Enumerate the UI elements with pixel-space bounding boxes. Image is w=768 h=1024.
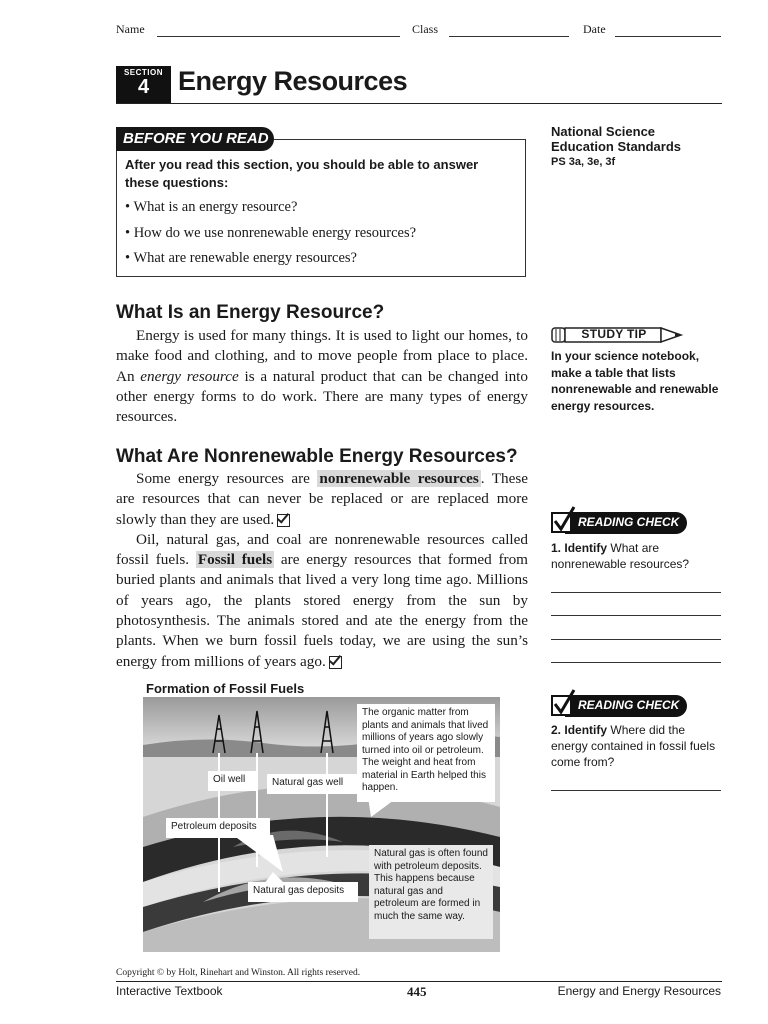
footer-book-title: Interactive Textbook (116, 984, 223, 998)
paragraph-energy-resource (116, 326, 528, 427)
study-tip-label: STUDY TIP (581, 327, 647, 341)
section-label: SECTION (123, 68, 164, 77)
study-tip-badge (551, 326, 686, 344)
page-number: 445 (407, 984, 427, 999)
text-span: is a natural product that can be changed into other energy forms to do work. There are many types of energy resources. (116, 367, 528, 426)
term-energy-resource: energy resource (140, 367, 239, 385)
title-divider (116, 103, 722, 104)
name-field-line[interactable] (157, 36, 400, 37)
text-span: Oil, natural gas, and coal are nonrenewable resources called fossil fuels. (116, 530, 528, 569)
check-icon (277, 514, 290, 527)
date-field-line[interactable] (615, 36, 721, 37)
answer-line[interactable] (551, 639, 721, 640)
question-text: What are nonrenewable resources? (551, 541, 690, 571)
before-you-read-intro: After you read this section, you should be able to answer these questions: (125, 157, 479, 190)
label-oil-well: Oil well (208, 771, 258, 791)
reading-check-1-badge (551, 511, 687, 533)
paragraph-nonrenewable (116, 469, 528, 672)
answer-line[interactable] (551, 615, 721, 616)
checkbox-icon (551, 688, 577, 718)
text-span: . These are resources that can never be replaced or are replaced more slowly than they are used. (116, 470, 529, 528)
section-number: 4 (137, 76, 150, 98)
heading-nonrenewable: What Are Nonrenewable Energy Resources? (116, 446, 518, 467)
callout-natural-gas: Natural gas is often found with petroleum deposits. This happens because natural gas and petroleum are formed in much the same way. (369, 845, 493, 939)
label-petroleum-deposits: Petroleum deposits (166, 818, 270, 838)
section-badge (116, 66, 171, 104)
heading-energy-resource: What Is an Energy Resource? (116, 302, 385, 323)
answer-line[interactable] (551, 592, 721, 593)
checkbox-icon (551, 505, 577, 535)
text-span: Some energy resources are (136, 470, 318, 487)
standards-codes: PS 3a, 3e, 3f (551, 156, 616, 168)
text-span: Energy is used for many things. It is used to light our homes, to make food and clothing, and to move people from place to place. An (116, 327, 528, 385)
answer-line[interactable] (551, 790, 721, 791)
reading-check-1-label: READING CHECK (578, 515, 680, 529)
before-you-read-tab: BEFORE YOU READ (116, 127, 274, 151)
text-span: are energy resources that formed from buried plants and animals that lived a very long time ago. Millions of years ago, the plants stored energy from the sun by photosynthesis. The animals stored and ate the energy from the plants. When we burn fossil fuels today, we are using the sun’s energy from millions of years ago. (116, 551, 528, 670)
class-label: Class (412, 22, 439, 36)
figure-title: Formation of Fossil Fuels (146, 681, 305, 696)
byr-question-1: • What is an energy resource? (125, 199, 298, 215)
name-label: Name (116, 22, 145, 36)
answer-line[interactable] (551, 662, 721, 663)
footer-chapter-title: Energy and Energy Resources (557, 984, 721, 998)
question-number: 1. (551, 541, 562, 555)
byr-question-3: • What are renewable energy resources? (125, 250, 357, 266)
question-verb: Identify (564, 723, 608, 737)
reading-check-1-question (551, 540, 721, 572)
study-tip-text: In your science notebook, make a table that lists nonrenewable and renewable energy resources. (551, 349, 719, 413)
question-number: 2. (551, 723, 562, 737)
footer-divider (116, 981, 722, 982)
reading-check-2-question (551, 722, 721, 770)
date-label: Date (583, 22, 606, 36)
page-title: Energy Resources (178, 66, 408, 96)
term-fossil-fuels: Fossil fuels (197, 551, 273, 569)
question-verb: Identify (564, 541, 608, 555)
label-natural-gas-deposits: Natural gas deposits (248, 882, 358, 902)
reading-check-2-badge (551, 694, 687, 716)
class-field-line[interactable] (449, 36, 569, 37)
reading-check-2-label: READING CHECK (578, 698, 680, 712)
standards-title: National Science Education Standards (551, 124, 682, 154)
term-nonrenewable: nonrenewable resources (319, 470, 479, 487)
byr-question-2: • How do we use nonrenewable energy resources? (125, 225, 417, 241)
question-text: Where did the energy contained in fossil fuels come from? (551, 723, 716, 769)
callout-organic-matter: The organic matter from plants and animals that lived millions of years ago slowly turned into oil or petroleum. The weight and heat from material in Earth helped this happen. (357, 704, 495, 802)
label-natural-gas-well: Natural gas well (267, 774, 357, 794)
copyright: Copyright © by Holt, Rinehart and Winston. All rights reserved. (116, 968, 361, 978)
fossil-fuel-figure (143, 697, 500, 952)
check-icon (329, 656, 342, 669)
